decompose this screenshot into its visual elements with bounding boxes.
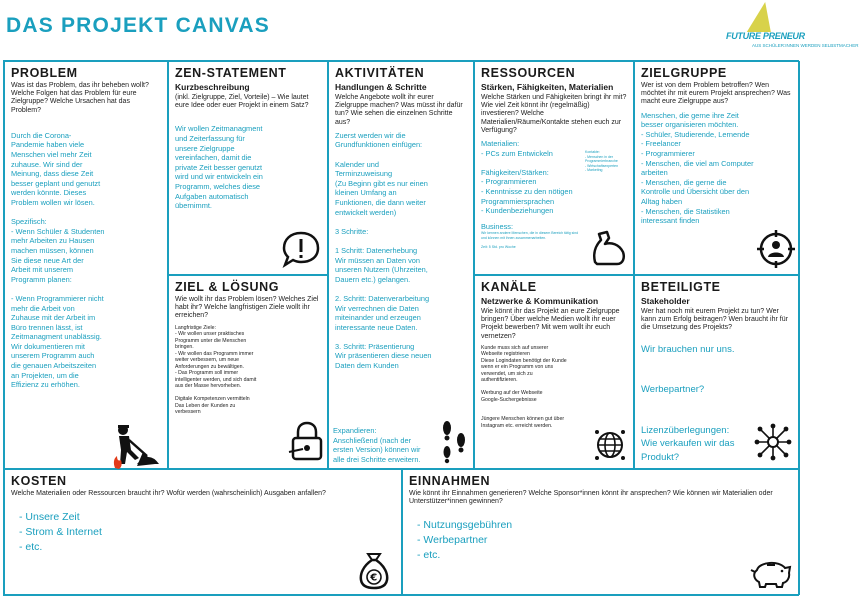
aktivitaeten-answer: Zuerst werden wir die Grundfunktionen einfügen: Kalender und Terminzuweisung (Zu Beginn gibt es nur einen kleinen Umfang an Funktionen, die dann weiter entwickelt werden) 3 Schritte: 1 Schritt: Datenerhebung Wir müssen an Daten von unseren Nutzern (Uhrzeiten, Dauern etc.) gelangen. 2. Schritt: Datenverarbeitung Wir verrechnen die Daten miteinander und erzeugen interessante neue Daten. 3. Schritt: Präsentierung Wir präsentieren diese neuen Daten dem Kunden <box>335 130 432 371</box>
lock-icon <box>289 420 325 462</box>
ressourcen-question: Welche Stärken und Fähigkeiten bringt ihr mit? Wie viel Zeit könnt ihr (regelmäßig) investieren? Welche Materialien/Räume/Kontakte stehen euch zur Verfügung? <box>481 94 627 134</box>
problem-question: Was ist das Problem, das ihr beheben wollt? Welche Folgen hat das Problem für eure Zielgruppe? Welche Ursachen hat das Problem? <box>11 82 149 114</box>
aktivitaeten-expand: Expandieren: Anschließend (nach der ersten Version) können wir alle drei Schritte erweitern. <box>333 426 421 464</box>
futurepreneur-logo <box>724 2 859 56</box>
problem-section <box>4 61 168 469</box>
einnahmen-heading: EINNAHMEN <box>409 474 491 488</box>
ziel-answer: Langfristige Ziele: - Wir wollen unser praktisches Programm unter die Menschen bringen. - Wir wollen das Programm immer weiter verbessern, um neue Anforderungen zu bewältigen. - Das Programm soll immer intelligenter werden, und sich damit aus der Masse hervorheben. Digitale Kompetenzen vermitteln Das Leben der Kunden zu verbessern <box>175 324 257 416</box>
kanaele-subheading: Netzwerke & Kommunikation <box>481 296 599 306</box>
svg-text:€: € <box>370 572 378 584</box>
problem-heading: PROBLEM <box>11 66 78 80</box>
speech-bubble-icon <box>281 230 321 268</box>
logo-brand-text: FUTURE PRENEUR <box>726 31 805 41</box>
zen-question: (inkl. Zielgruppe, Ziel, Vorteile) – Wie lautet eure Idee oder euer Projekt in einem Satz? <box>175 94 309 110</box>
beteiligte-heading: BETEILIGTE <box>641 280 721 294</box>
ressourcen-answer: Materialien: - PCs zum Entwickeln Fähigkeiten/Stärken: - Programmieren - Kenntnisse zu den nötigen Programmiersprachen - Kundenbeziehungen <box>481 139 573 216</box>
kosten-answer: - Unsere Zeit - Strom & Internet - etc. <box>19 511 102 554</box>
page-title: DAS PROJEKT CANVAS <box>6 14 270 37</box>
kosten-section <box>4 469 402 595</box>
zen-statement-section <box>168 61 328 275</box>
zen-subheading: Kurzbeschreibung <box>175 82 250 92</box>
ziel-loesung-section <box>168 275 328 469</box>
ressourcen-business: Wir kennen andere Menschen, die in diesem Bereich tätig sind und können mit ihnen zusammenarbeiten. Zeit: 5 Std. pro Woche <box>481 231 579 250</box>
beteiligte-answer: Wir brauchen nur uns. Werbepartner? Lizenzüberlegungen: Wie verkaufen wir das Produkt? <box>641 343 735 463</box>
kosten-question: Welche Materialien oder Ressourcen braucht ihr? Wofür werden (wahrscheinlich) Ausgaben anfallen? <box>11 490 326 497</box>
zielgruppe-answer: Menschen, die gerne ihre Zeit besser organisieren möchten. - Schüler, Studierende, Lernende - Freelancer - Programmierer - Menschen, die viel am Computer arbeiten - Menschen, die gerne die Kontrolle und Übersicht über den Alltag haben - Menschen, die Statistiken interessant finden <box>641 110 754 226</box>
worker-shovel-icon <box>109 424 161 470</box>
kanaele-section <box>474 275 634 469</box>
kanaele-question: Wie könnt ihr das Projekt an eure Zielgruppe bringen? Über welche Medien wollt ihr euer Projekt bewerben? Mit wem wollt ihr euch vernetzen? <box>481 308 620 340</box>
ziel-heading: ZIEL & LÖSUNG <box>175 280 280 294</box>
logo-subtitle: AUS SCHÜLER:INNEN WERDEN SELBSTMACHER <box>752 43 859 48</box>
einnahmen-answer: - Nutzungsgebühren - Werbepartner - etc. <box>417 519 513 562</box>
target-user-icon <box>757 230 795 268</box>
zielgruppe-section <box>634 61 800 275</box>
aktivitaeten-heading: AKTIVITÄTEN <box>335 66 425 80</box>
kosten-heading: KOSTEN <box>11 474 67 488</box>
zen-heading: ZEN-STATEMENT <box>175 66 287 80</box>
footsteps-icon <box>437 418 471 464</box>
piggy-bank-icon <box>749 558 793 588</box>
money-bag-icon <box>357 550 391 590</box>
globe-network-icon <box>593 428 627 462</box>
zielgruppe-heading: ZIELGRUPPE <box>641 66 727 80</box>
problem-answer: Durch die Corona- Pandemie haben viele Menschen viel mehr Zeit zuhause. Wir sind der Meinung, dass diese Zeit besser geplant und genutzt werden könnte. Dieses Problem wollen wir lösen. Spezifisch: - Wenn Schüler & Studenten mehr Arbeiten zu Hausen machen müssen, können Sie diese neue Art der Arbeit mit unserem Programm planen: - Wenn Programmierer nicht mehr die Arbeit von Zuhause mit der Arbeit im Büro trennen lässt, ist Zeitmanagment unablässig. Wir dokumentieren mit unserem Programm auch die genauen Arbeitszeiten an Projekten, um die Effizienz zu erhöhen. <box>11 130 105 390</box>
aktivitaeten-subheading: Handlungen & Schritte <box>335 82 427 92</box>
ziel-question: Wie wollt ihr das Problem lösen? Welches Ziel habt ihr? Welche langfristigen Ziele wollt ihr erreichen? <box>175 296 319 320</box>
zen-answer: Wir wollen Zeitmanagment und Zeiterfassung für unsere Zielgruppe vereinfachen, damit die private Zeit besser genutzt wird und wir entwickeln ein Programm, welches diese Aufgaben automatisch übernimmt. <box>175 124 263 211</box>
zielgruppe-question: Wer ist von dem Problem betroffen? Wen möchtet ihr mit eurem Projekt ansprechen? Was macht eure Zielgruppe aus? <box>641 82 791 106</box>
sail-logo-icon <box>747 2 777 32</box>
beteiligte-question: Wer hat noch mit eurem Projekt zu tun? Wer kann zum Erfolg beitragen? Wen braucht ihr für die Umsetzung des Projekts? <box>641 308 788 332</box>
kanaele-answer: Kunde muss sich auf unserer Webseite registrieren Diese Logindaten benötigt der Kunde wenn er ein Programm von uns verwendet, um sich zu authentifizieren. Werbung auf der Webseite Google-Suchergebnisse Jüngere Menschen können gut über Instagram etc. erreicht werden. <box>481 344 567 429</box>
network-hub-icon <box>753 422 793 462</box>
beteiligte-subheading: Stakeholder <box>641 296 690 306</box>
ressourcen-subheading: Stärken, Fähigkeiten, Materialien <box>481 82 614 92</box>
ressourcen-contacts: Kontakte: - Menschen in der Programmierbranche - Wirtschaftsexperten - Marketing <box>585 150 619 173</box>
bicep-icon <box>589 228 629 268</box>
einnahmen-section <box>402 469 800 595</box>
ressourcen-business-label: Business: <box>481 221 514 231</box>
ressourcen-section <box>474 61 634 275</box>
beteiligte-section <box>634 275 800 469</box>
aktivitaeten-question: Welche Angebote wollt ihr eurer Zielgruppe machen? Was müsst ihr dafür tun? Wie sehen die einzelnen Schritte aus? <box>335 94 463 126</box>
project-canvas <box>3 60 799 596</box>
ressourcen-heading: RESSOURCEN <box>481 66 576 80</box>
kanaele-heading: KANÄLE <box>481 280 537 294</box>
einnahmen-question: Wie könnt ihr Einnahmen generieren? Welche Sponsor*innen könnt ihr ansprechen? Wie können wir Materialien oder Unterstützer*innen gewinnen? <box>409 490 773 506</box>
aktivitaeten-section <box>328 61 474 469</box>
